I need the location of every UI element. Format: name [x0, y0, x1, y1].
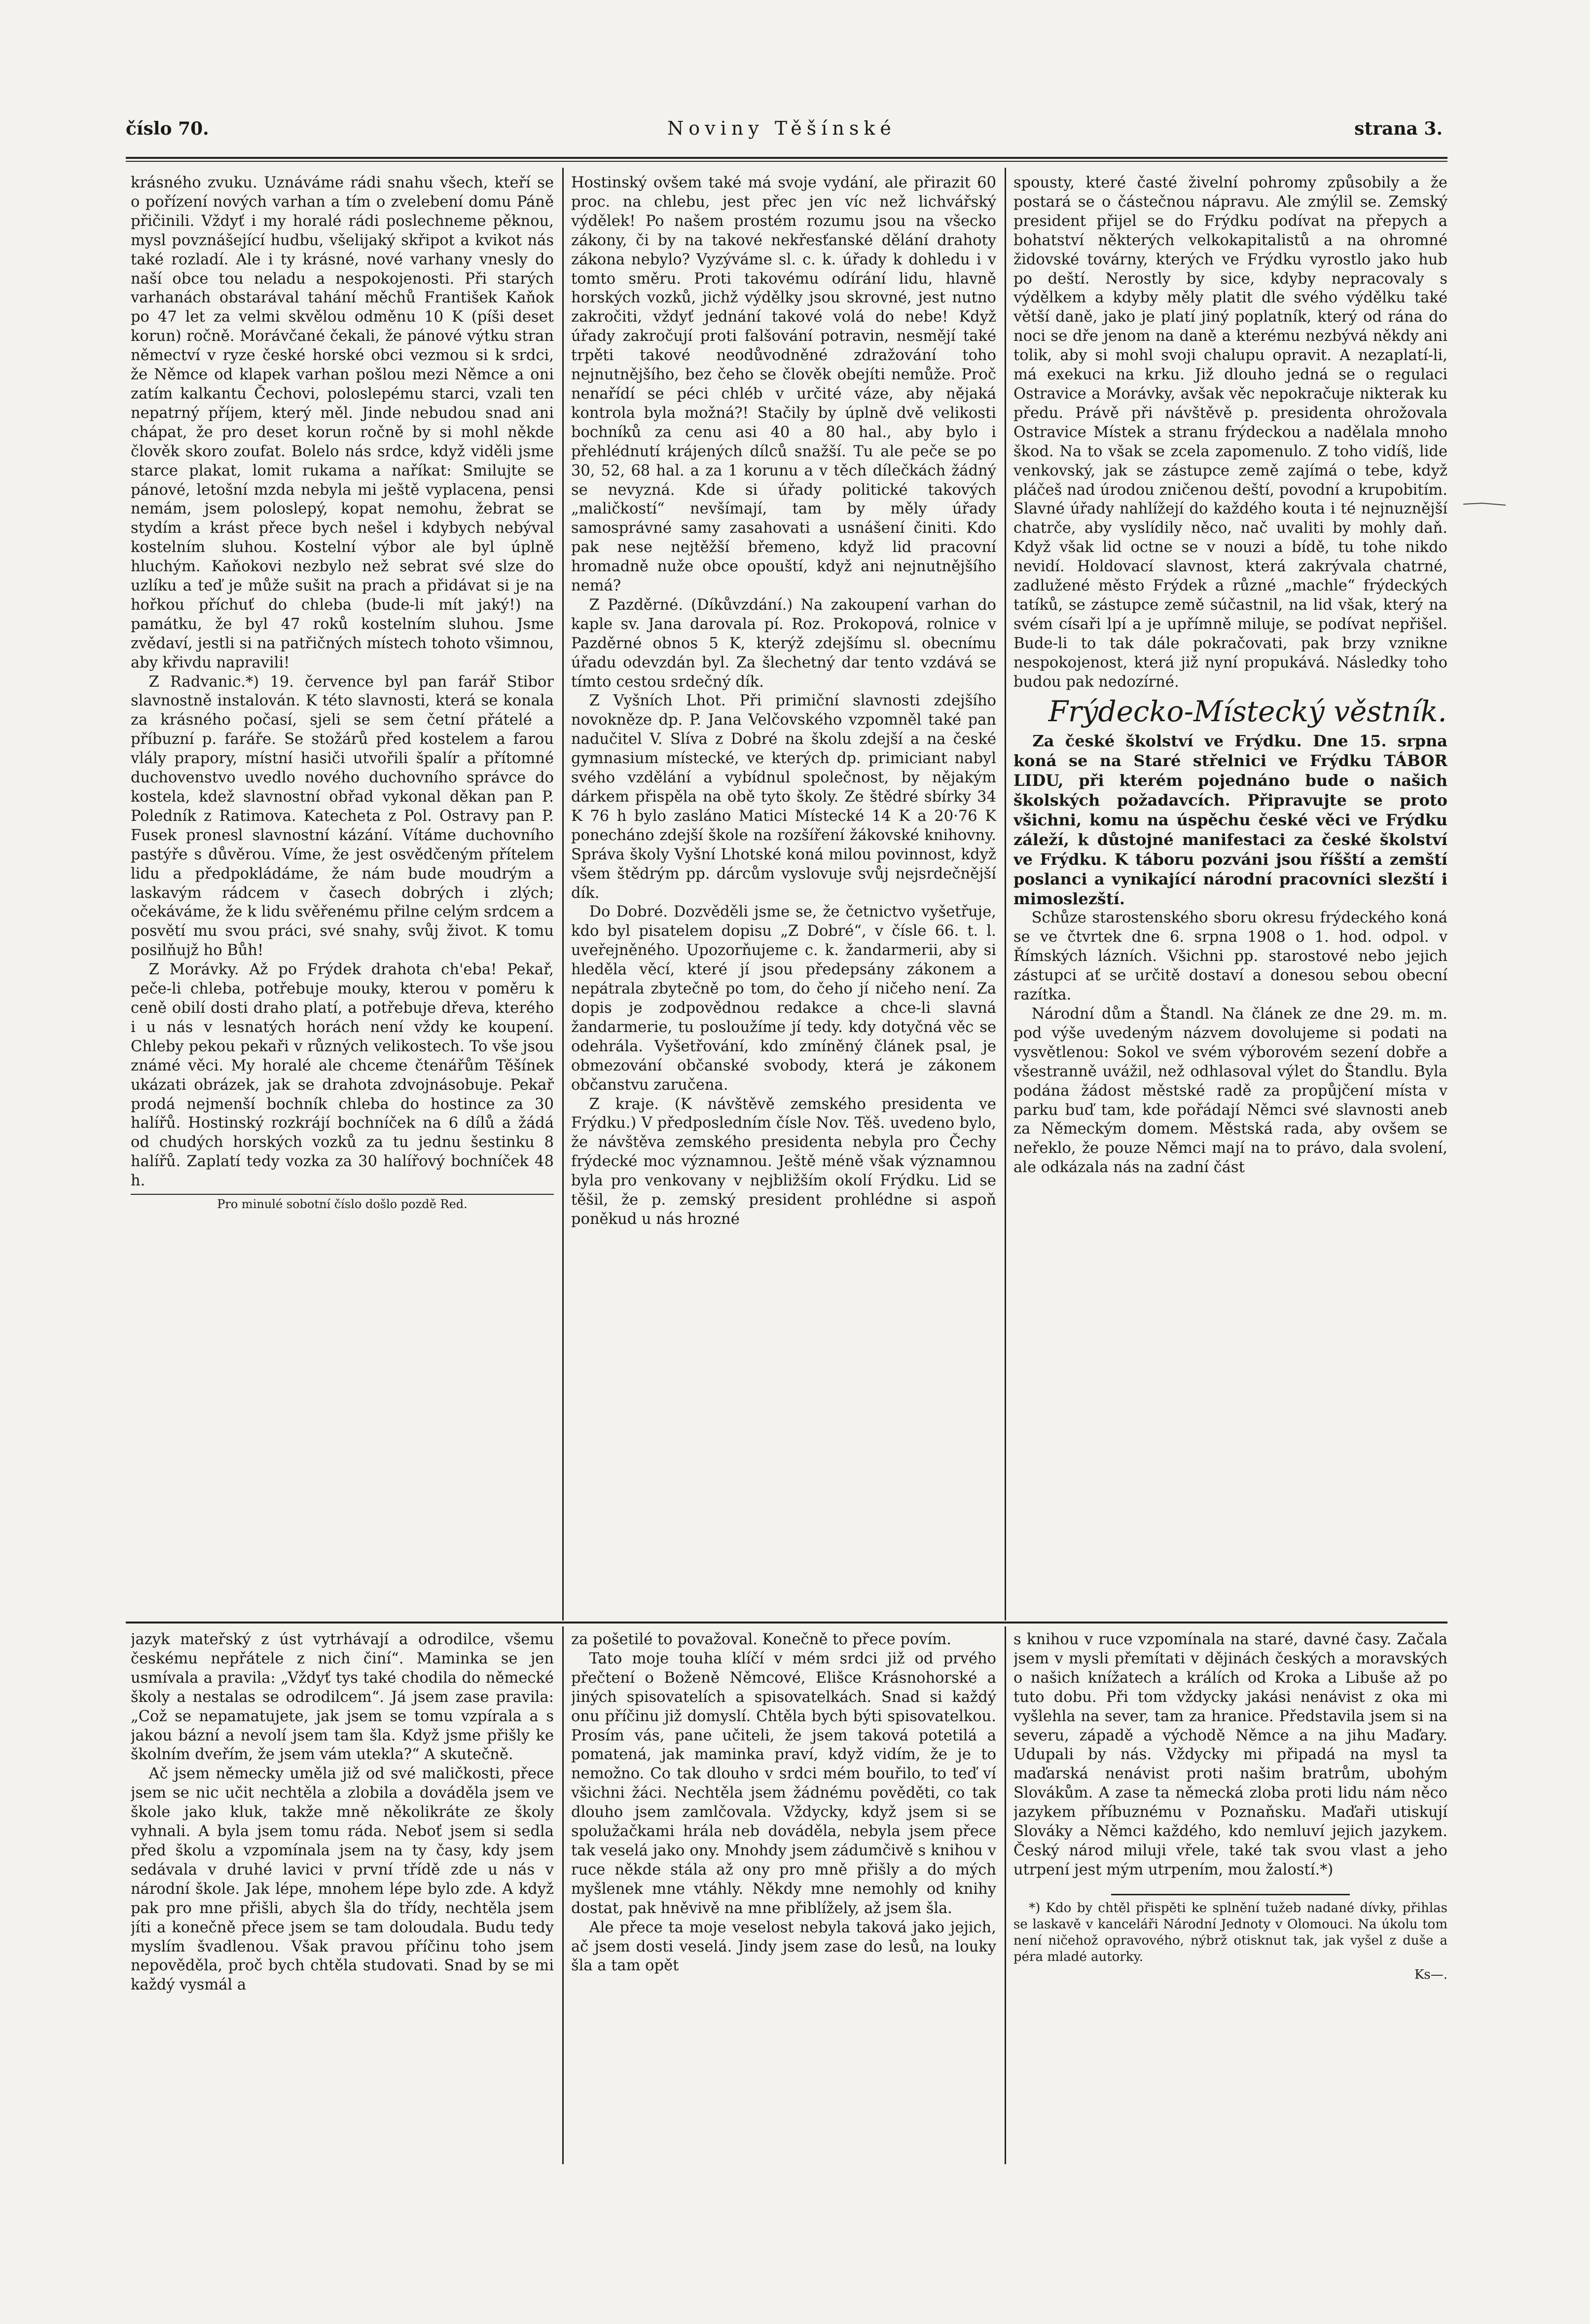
article-paragraph: za pošetilé to považoval. Konečně to přece povím.	[571, 1631, 951, 1648]
page-number: strana 3.	[1354, 118, 1443, 139]
article-paragraph: Ač jsem německy uměla již od své maličkosti, přece jsem se nic učit nechtěla a zlobila a dováděla jsem ve škole jako kluk, takže mně několikráte ze školy vyhnali. A byla jsem tomu ráda. Neboť jsem si sedla před školu a vzpomínala jsem na ty časy, kdy jsem sedávala v druhé lavici v první třídě zde u nás v národní škole. Jak lépe, mnohem lépe bylo zde. A když pak pro mne přišli, abych šla do třídy, nechtěla jsem jíti a konečně přece jsem se tam doloudala. Budu tedy myslím švadlenou. Však pravou příčinu toho jsem nepověděla, proč bych chtěla studovati. Snad by se mi každý vysmál a	[131, 1765, 554, 1994]
footnote-signature: Ks—.	[1414, 1967, 1447, 1982]
column-divider	[562, 168, 564, 1621]
issue-number: číslo 70.	[126, 118, 209, 139]
article-paragraph: Z kraje. (K návštěvě zemského presidenta ve Frýdku.) V předposledním čísle Nov. Těš. uvedeno bylo, že návštěva zemského presidenta nebyla pro Čechy frýdecké moc významnou. Ještě méně však významnou byla pro venkovany v nejbližším okolí Frýdku. Lid se těšil, že p. zemský president prohlédne si aspoň poněkud u nás hrozné	[571, 1095, 996, 1228]
margin-pencil-mark	[1462, 498, 1507, 509]
story-column-1	[131, 1630, 554, 2148]
footnote-rule	[1111, 1894, 1350, 1895]
page-header	[126, 117, 1443, 139]
article-paragraph: spousty, které časté živelní pohromy způsobily a že postará se o částečnou nápravu. Ale zmýlil se. Zemský president přijel se do Frýdku podívat na přepych a bohatství některých velkokapitalistů a na ohromné židovské továrny, kterých ve Frýdku vyrostlo jako hub po deští. Nerostly by sice, kdyby nepracovaly s výdělkem a kdyby měly platit dle svého výdělku také větší daně, jako je platí jiný poplatník, který od rána do noci se dře jenom na daně a kterému nezbývá někdy ani tolik, aby si mohl svoji chalupu opravit. A nezaplatí-li, má exekuci na krku. Již dlouho jedná se o regulaci Ostravice a Morávky, avšak věc nepokračuje nikterak ku předu. Právě při návštěvě p. presidenta ohrožovala Ostravice Místek a stranu frýdeckou a nadělala mnoho škod. Na to však se zcela zapomenulo. Z toho vidíš, lide venkovský, jak se zástupce země zajímá o tebe, když pláčeš nad úrodou zničenou deští, povodní a krupobitím. Slavné úřady nahlížejí do každého kouta i té nejnuznější chatrče, aby vyslídily něco, nač uvaliti by mohly daň. Když však lid octne se v nouzi a bídě, tu tohe nikdo nevidí. Holdovací slavnost, která zakrývala chatrné, zadlužené město Frýdek a různé „machle“ frýdeckých tatíků, se zástupce země súčastnil, na lid však, který na svém císaři lpí a je upřímně miluje, se podívat nepřišel. Bude-li to tak dále pokračovati, pak brzy vznikne nespokojenost, která již nyní propukává. Následky toho budou pak nedozírné.	[1013, 174, 1447, 691]
article-column-2	[571, 174, 996, 1609]
column-divider	[1005, 168, 1006, 1621]
newspaper-title: Noviny Těšínské	[667, 117, 896, 139]
story-column-2	[571, 1630, 996, 2148]
article-paragraph: Hostinský ovšem také má svoje vydání, ale přirazit 60 proc. na chlebu, jest přec jen víc než lichvářský výdělek! Po našem prostém rozumu jsou na všecko zákony, či by na takové nekřesťanské dělání drahoty zákona nebylo? Vyzýváme sl. c. k. úřady k dohledu i v tomto směru. Proti takovému odírání lidu, hlavně horských vozků, jichž výdělky jsou skrovné, jest nutno zakročiti, vždyť jednání takové volá do nebe! Když úřady zakročují proti falšování potravin, nesmějí také trpěti takové neodůvodněné zdražování toho nejnutnějšího, bez čeho se člověk obejíti nemůže. Proč nenařídí se péci chléb v určité váze, aby nějaká kontrola byla možná?! Stačily by úplně dvě velikosti bochníků za cenu asi 40 a 80 hal., aby bylo i přehlédnutí krájených dílců snažší. Tu ale peče se po 30, 52, 68 hal. a za 1 korunu a v těch dílečkách žádný se nevyzná. Kde si úřady politické takových „maličkostí“ nevšímají, tam by měly úřady samosprávné samy zasahovati a usnášení činiti. Kdo pak nese nejtěžší břemeno, když lid pracovní hromadně nuže obce opouští, když ani nejnutnějšího nemá?	[571, 174, 996, 595]
article-paragraph: Za české školství ve Frýdku. Dne 15. srpna koná se na Staré střelnici ve Frýdku TÁBOR LIDU, při kterém pojednáno bude o našich školských požadavcích. Připravujte se proto všichni, komu na úspěchu české věci ve Frýdku záleží, k důstojné manifestaci za české školství ve Frýdku. K táboru pozváni jsou říšští a zemští poslanci a vynikající národní pracovníci slezští i mimoslezští.	[1013, 732, 1447, 909]
header-rule-thin	[126, 161, 1447, 162]
article-paragraph: Z Radvanic.*) 19. července byl pan farář Stibor slavnostně instalován. K této slavnosti, která se konala za krásného počasí, sjeli se sem četní přátelé a příbuzní p. faráře. Se stožárů před kostelem a farou vlály prapory, místní hasiči utvořili špalír a přítomné duchovenstvo uvedlo nového duchovního správce do kostela, kdež slavnostní obřad vykonal děkan pan P. Poledník z Ratimova. Katecheta z Pol. Ostravy pan P. Fusek pronesl slavnostní kázání. Vítáme duchovního pastýře s důvěrou. Víme, že jest osvědčeným přítelem lidu a předpokládáme, že nám bude moudrým a laskavým rádcem v časech dobrých i zlých; očekáváme, že k lidu svěřenému přilne celým srdcem a posvětí mu svou práci, své snahy, svůj život. K tomu posilňujž ho Bůh!	[131, 673, 554, 959]
article-paragraph: jazyk mateřský z úst vytrhávají a odrodilce, všemu českému nepřátele z nich činí“. Maminka se jen usmívala a pravila: „Vždyť tys také chodila do německé školy a nestalas se odrodilcem“. Já jsem zase pravila: „Což se nepamatujete, jak jsem se tomu vzpírala a s jakou bázní a nevolí jsem tam šla. Když jsme přišly ke školním dveřím, že jsem vám utekla?“ A skutečně.	[131, 1631, 554, 1764]
article-column-3	[1013, 174, 1447, 1609]
header-rule	[126, 157, 1447, 159]
column-divider	[1005, 1626, 1006, 2164]
article-paragraph: Národní dům a Štandl. Na článek ze dne 29. m. m. pod výše uvedeným názvem dovolujeme si podati na vysvětlenou: Sokol ve svém výborovém sezení dobře a všestranně uvážil, než odhlasoval výlet do Štandlu. Byla podána žádost městské radě za propůjčení místa v parku buď tam, kde pořádají Němci své slavnosti aneb za Německým domem. Městská rada, aby ovšem se neřeklo, že pouze Němci mají na to právo, dala svolení, ale odkázala nás na zadní část	[1013, 1005, 1447, 1177]
section-title: Frýdecko-Místecký věstník.	[1048, 695, 1447, 729]
article-column-1	[131, 174, 554, 1594]
article-paragraph: Schůze starostenského sboru okresu frýdeckého koná se ve čtvrtek dne 6. srpna 1908 o 1. hod. odpol. v Římských lázních. Všichni pp. starostové nebo jejich zástupci ať se určitě dostaví a donesou sebou obecní razítka.	[1013, 909, 1447, 1004]
article-paragraph: Tato moje touha klíčí v mém srdci již od prvého přečtení o Boženě Němcové, Elišce Krásnohorské a jiných spisovatelích a spisovatelkách. Snad si každý onu příčinu již domyslí. Chtěla bych býti spisovatelkou. Prosím vás, pane učiteli, že jsem taková potetilá a pomatená, jak maminka praví, když vidím, že je to nemožno. Co tak dlouho v srdci mém bouřilo, to teď ví všichni žáci. Nechtěla jsem žádnému pověděti, co tak dlouho jsem zamlčovala. Vždycky, když jsem si se spolužačkami hrála neb dováděla, nebyla jsem přece tak veselá jako ony. Mnohdy jsem zádumčivě s knihou v ruce někde stála až ony pro mně přišly a do mých myšlenek mne vtáhly. Někdy mne nemohly od knihy dostat, pak hněvivě na mne přiblížely, až jsem šla.	[571, 1650, 996, 1917]
footnote: *) Kdo by chtěl přispěti ke splnění tužeb nadané dívky, přihlas se laskavě v kanceláři Národní Jednoty v Olomouci. Na úkolu tom není ničehož opravového, nýbrž otisknut tak, jak vyšel z duše a péra mladé autorky.	[1013, 1900, 1447, 1964]
note-rule	[131, 1194, 554, 1195]
editor-note: Pro minulé sobotní číslo došlo pozdě Red.	[217, 1197, 468, 1212]
article-paragraph: Ale přece ta moje veselost nebyla taková jako jejich, ač jsem dosti veselá. Jindy jsem zase do lesů, na louky šla a tam opět	[571, 1918, 996, 1975]
article-paragraph: Do Dobré. Dozvěděli jsme se, že četnictvo vyšetřuje, kdo byl pisatelem dopisu „Z Dobré“, v čísle 66. t. l. uveřejněného. Upozorňujeme c. k. žandarmerii, aby si hleděla věcí, které jí jsou předepsány zákonem a nepátrala zbytečně po tom, do čeho jí ničeho není. Za dopis je zodpovědnou redakce a chce-li slavná žandarmerie, tu posloužíme jí tedy. kdy dotyčná věc se odehrála. Vyšetřování, kdo zmíněný článek psal, je obmezování občanské svobody, která je zákonem občanstvu zaručena.	[571, 903, 996, 1094]
column-divider	[562, 1626, 564, 2164]
article-paragraph: krásného zvuku. Uznáváme rádi snahu všech, kteří se o pořízení nových varhan a tím o zvelebení domu Páně přičinili. Vždyť i my horalé rádi poslechneme pěknou, mysl povznášející hudbu, všelijaký skřipot a kvikot nás také rozladí. Ale i ty krásné, nové varhany vnesly do naší obce tou neladu a nespokojenosti. Při starých varhanách obstarával tahání měchů František Kaňok po 47 let za velmi skvělou odměnu 10 K (píši deset korun) ročně. Morávčané čekali, že pánové výtku stran němectví v ryze české horské obci vezmou si k srdci, že Němce od klapek varhan pošlou mezi Němce a oni zatím kalkantu Čechovi, poloslepému starci, vzali ten nepatrný příjem, který měl. Jinde nebudou snad ani chápat, že pro deset korun ročně by si mohl někde člověk skoro zoufat. Bolelo nás srdce, když viděli jsme starce plakat, lomit rukama a naříkat: Smilujte se pánové, letošní mzda nebyla mi ještě vyplacena, pensi nemám, jsem poloslepý, kopat nemohu, žebrat se stydím a krást přece bych nešel i kdybych nebýval kostelním sluhou. Kostelní výbor ale byl úplně hluchým. Kaňokovi nezbylo než sebrat své slze do uzlíku a teď je může sušit na prach a přidávat si je na hořkou příchuť do chleba (bude-li mít jaký!) na památku, že byl 47 roků kostelním sluhou. Jsme zvědaví, jestli si na patřičných místech tohoto všimnou, aby křivdu napravili!	[131, 174, 554, 671]
story-column-3	[1013, 1630, 1447, 2153]
article-paragraph: Z Pazděrné. (Díkůvzdání.) Na zakoupení varhan do kaple sv. Jana darovala pí. Roz. Prokopová, rolnice v Pazděrné obnos 5 K, kterýž zdejšímu sl. obecnímu úřadu odevzdán byl. Za šlechetný dar tento vzdává se tímto cestou srdečný dík.	[571, 596, 996, 691]
article-paragraph: Z Morávky. Až po Frýdek drahota ch'eba! Pekař, peče-li chleba, potřebuje mouky, kterou v poměru k ceně obilí dosti draho platí, a potřebuje dřeva, kterého i u nás v lesnatých horách není vždy ke koupení. Chleby pekou pekaři v různých velikostech. To vše jsou známé věci. My horalé ale chceme čtenářům Těšínek ukázati obrázek, jak se drahota zdvojnásobuje. Pekař prodá nejmenší bochník chleba do hostince za 30 halířů. Hostinský rozkrájí bochníček na 6 dílů a žádá od chudých horských vozků za tu jednu šestinku 8 halířů. Zaplatí tedy vozka za 30 halířový bochníček 48 h.	[131, 961, 554, 1190]
article-paragraph: Z Vyšních Lhot. Při primiční slavnosti zdejšího novokněze dp. P. Jana Velčovského vzpomněl také pan nadučitel V. Slíva z Dobré na školu zdejší a na české gymnasium místecké, ve kterých dp. primiciant nabyl svého vzdělání a vybídnul společnost, by nějakým dárkem přispěla na obě tyto školy. Ze štědré sbírky 34 K 76 h bylo zasláno Matici Místecké 14 K a 20·76 K ponecháno zdejší škole na rozšíření žákovské knihovny. Správa školy Vyšní Lhotské koná milou povinnost, když všem štědrým pp. dárcům vyslovuje svůj nejsrdečnější dík.	[571, 692, 996, 902]
article-paragraph: s knihou v ruce vzpomínala na staré, davné časy. Začala jsem v mysli přemítati v dějinách českých a moravských o našich knížatech a králích od Kroka a Libuše až po tuto dobu. Při tom vždycky jakási nenávist z oka mi vyšlehla na sever, tam za hranice. Představila jsem si na severu, západě a východě Němce a na jihu Maďary. Udupali by nás. Vždycky mi připadá na mysl ta maďarská nenávist proti našim bratrům, ubohým Slovákům. A zase ta německá zloba proti lidu nám něco jazykem příbuznému v Poznaňsku. Maďaři utiskují Slováky a Němci každého, kdo nemluví jejich jazykem. Český národ miluji vřele, také tak svou vlast a jeho utrpení jest mým utrpením, mou žalostí.*)	[1013, 1631, 1447, 1879]
section-rule	[126, 1622, 1447, 1623]
